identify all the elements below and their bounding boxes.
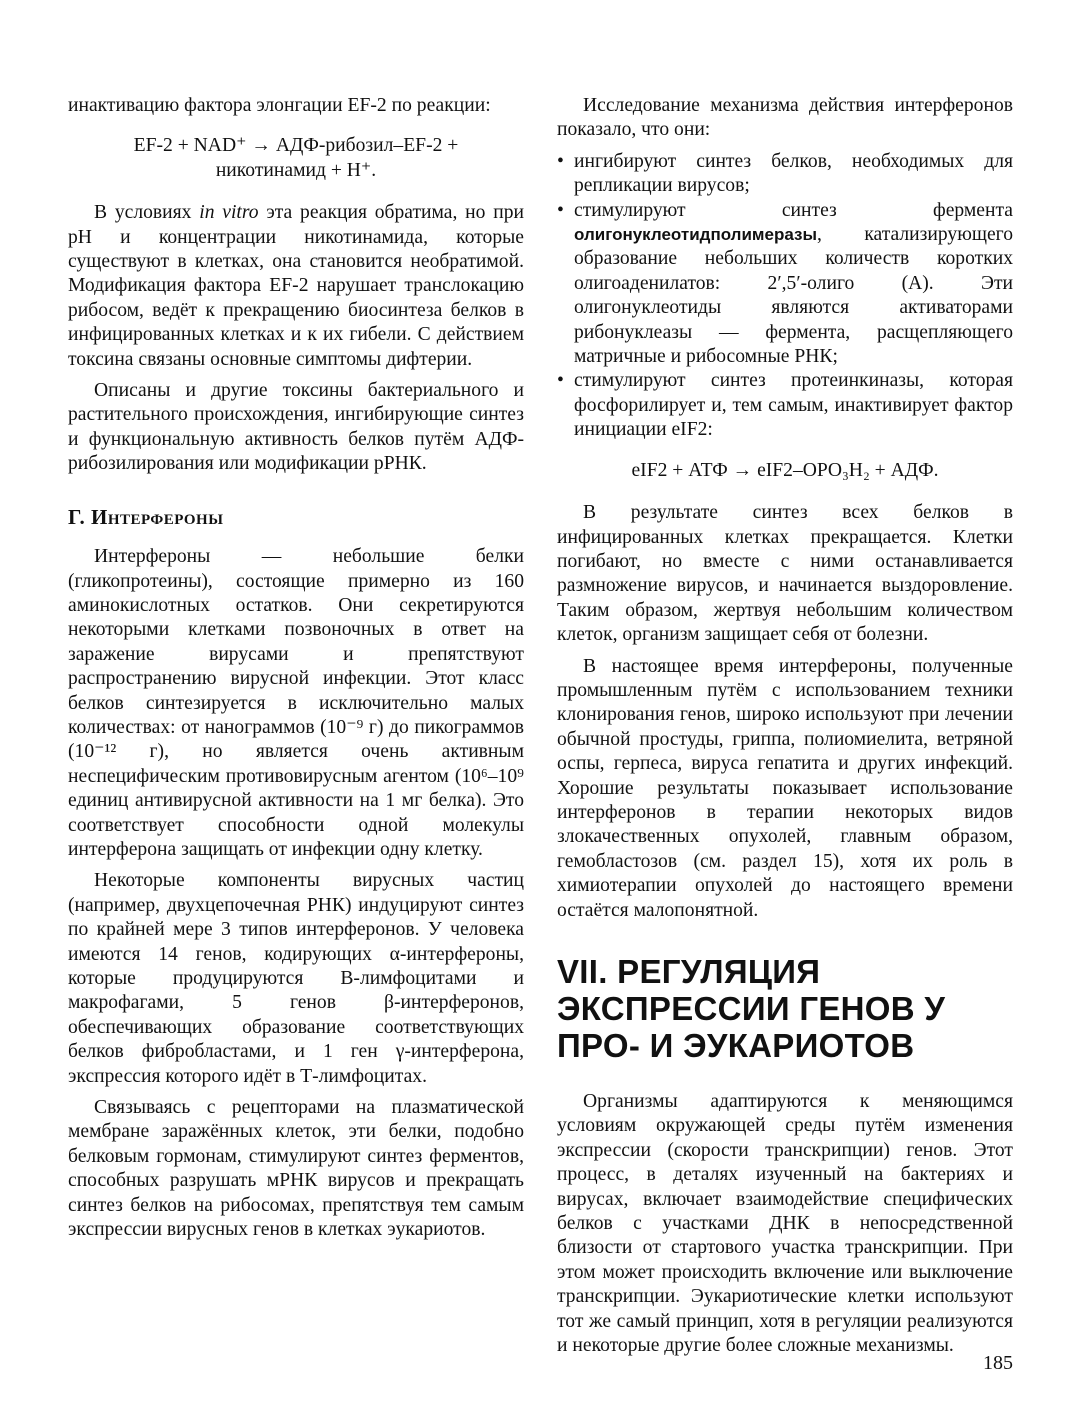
paragraph: В настоящее время интерфероны, полученные промышленным путём с использованием техники клонирования генов, широко используют при лечении обычной простуды, гриппа, полиомиелита, ветряной оспы, герпеса, вируса гепатита и других инфекций. Хорошие результаты показывает использование интерферонов в терапии некоторых видов злокачественных опухолей, главным образом, гемобластозов (см. раздел 15), хотя их роль в химиотерапии опухолей до настоящего времени остаётся малопонятной. <box>557 655 1013 921</box>
list-item: • ингибируют синтез белков, необходимых для репликации вирусов; <box>557 150 1013 199</box>
formula-line: никотинамид + H⁺. <box>215 159 377 181</box>
left-column <box>68 94 524 1249</box>
right-column <box>557 94 1013 1365</box>
reaction-formula-eif2: eIF2 + АТФ → eIF2–OPO₃H₂ + АДФ. <box>631 459 939 481</box>
paragraph: В условиях in vitro эта реакция обратима, но при pH и концентрации никотинамида, которые существуют в клетках, она становится необратимой. Модификация фактора EF-2 нарушает транслокацию рибосом, ведёт к прекращению биосинтеза белков в инфицированных клетках и к их гибели. С действием токсина связаны основные симптомы дифтерии. <box>68 202 525 370</box>
paragraph: Связываясь с рецепторами на плазматической мембране заражённых клеток, эти белки, подобно белковым гормонам, стимулируют синтез ферментов, способных разрушать мРНК вирусов и прекращать синтез белков на рибосомах, препятствуя тем самым экспрессии вирусных генов в клетках эукариотов. <box>68 1097 524 1241</box>
section-heading: Г. Интерфероны <box>68 504 224 529</box>
paragraph: инактивацию фактора элонгации EF-2 по реакции: <box>68 95 491 116</box>
reaction-formula-ef2 <box>68 134 524 183</box>
chapter-heading: VII. РЕГУЛЯЦИЯ ЭКСПРЕССИИ ГЕНОВ У ПРО- И ЭУКАРИОТОВ <box>557 953 946 1064</box>
paragraph: Описаны и другие токсины бактериального и растительного происхождения, ингибирующие синтез и функциональную активность белков путём АДФ-рибозилирования или модификации рРНК. <box>68 380 524 475</box>
paragraph: Некоторые компоненты вирусных частиц (например, двухцепочечная РНК) индуцируют синтез по крайней мере 3 типов интерферонов. У человека имеются 14 генов, кодирующих α-интерфероны, которые продуцируются В-лимфоцитами и макрофагами, 5 генов β-интерферонов, обеспечивающих образование соответствующих белков фибробластами, и 1 ген γ-интерферона, экспрессия которого идёт в Т-лимфоцитах. <box>68 870 524 1087</box>
paragraph: В результате синтез всех белков в инфицированных клетках прекращается. Клетки погибают, но вместе с ними останавливается размножение вирусов, и начинается выздоровление. Таким образом, жертвуя небольшим количеством клеток, организм защищает себя от болезни. <box>557 502 1013 646</box>
bold-term: олигонуклеотидполимеразы <box>574 225 817 245</box>
paragraph: Исследование механизма действия интерферонов показало, что они: <box>557 95 1013 141</box>
italic-term: in vitro <box>199 202 259 224</box>
page-number: 185 <box>983 1352 1013 1374</box>
list-item: • стимулируют синтез протеинкиназы, которая фосфорилирует и, тем самым, инактивирует фактор инициации eIF2: <box>557 369 1013 442</box>
formula-line: EF-2 + NAD⁺ → АДФ-рибозил–EF-2 + <box>133 135 459 157</box>
paragraph: Организмы адаптируются к меняющимся условиям окружающей среды путём изменения экспрессии (скорости транскрипции) генов. Этот процесс, в деталях изученный на бактериях и вирусах, включает взаимодействие специфических белков с участками ДНК в непосредственной близости от стартового участка транскрипции. При этом может происходить включение или выключение транскрипции. Эукариотические клетки используют тот же самый принцип, хотя в регуляции реализуются и некоторые другие более сложные механизмы. <box>557 1091 1013 1357</box>
list-item: • стимулируют синтез фермента олигонуклеотидполимеразы, катализирующего образование небольших количеств коротких олигоаденилатов: 2′,5′-олиго (А). Эти олигонуклеотиды являются активаторами рибонуклеазы — фермента, расщепляющего матричные и рибосомные РНК; <box>557 199 1013 370</box>
paragraph: Интерфероны — небольшие белки (гликопротеины), состоящие примерно из 160 аминокислотных остатков. Они секретируются некоторыми клетками позвоночных в ответ на заражение вирусами и препятствуют распространению вирусной инфекции. Этот класс белков синтезируется в исключительно малых количествах: от нанограммов (10⁻⁹ г) до пикограммов (10⁻¹² г), но является очень активным неспецифическим противовирусным агентом (10⁶–10⁹ единиц антивирусной активности на 1 мг белка). Это соответствует способности одной молекулы интерферона защищать от инфекции одну клетку. <box>68 546 524 860</box>
bullet-list <box>557 150 1013 443</box>
